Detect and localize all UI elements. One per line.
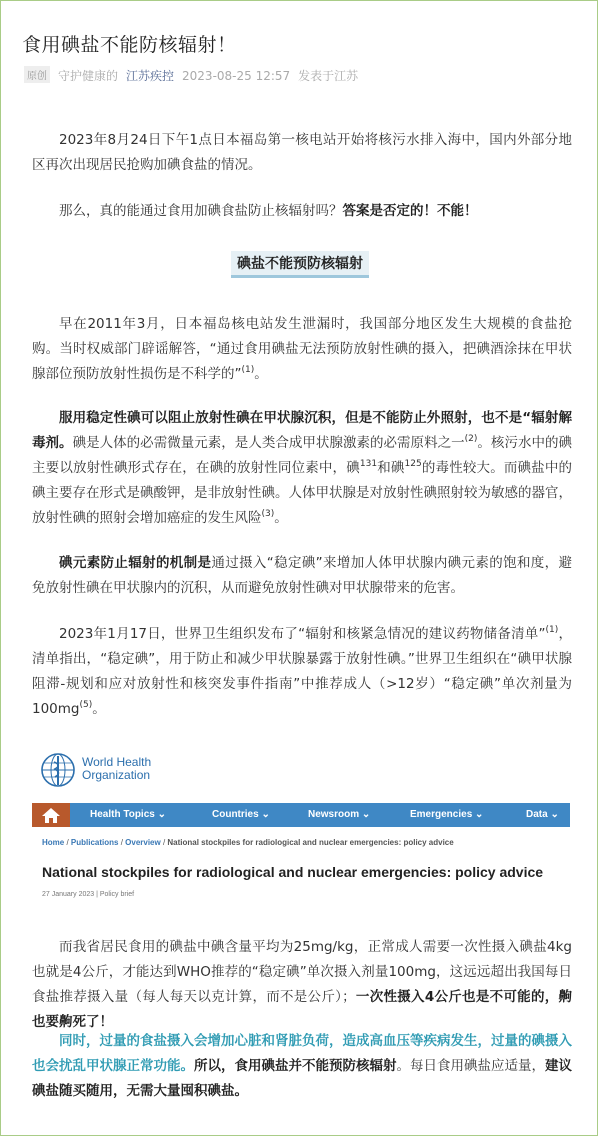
who-logo-text: [82, 756, 151, 782]
crumb-current: National stockpiles for radiological and nuclear emergencies: policy advice: [167, 838, 454, 847]
who-logo: [40, 752, 152, 792]
conclusion-bold: 所以，食用碘盐并不能预防核辐射: [194, 1058, 397, 1074]
author-name: 守护健康的: [58, 69, 119, 83]
nav-countries[interactable]: Countries ⌄: [212, 809, 270, 820]
iodine-text-2: 。核污水中的碘主要以放射性碘形式存在，在碘的放射性同位素中，碘: [32, 435, 573, 476]
stable-iodine-bold-end: 。: [59, 435, 73, 451]
paragraph-who: [32, 622, 572, 722]
who-breadcrumb: Home / Publications / Overview / National stockpiles for radiological and nuclear emergencies: policy advice: [42, 838, 454, 847]
paragraph-intro: 2023年8月24日下午1点日本福岛第一核电站开始将核污水排入海中，国内外部分地区再次出现居民抢购加碘食盐的情况。: [32, 132, 572, 173]
reference-2: (2): [464, 434, 478, 444]
paragraph-salt-amount: [32, 935, 572, 1035]
paragraph-protection: [32, 551, 572, 601]
iodine-text-4: 的毒性较大。而碘盐中的碘主要存在形式是碘酸钾，是非放射性碘。人体甲状腺是对放射性碘照射较为敏感的器官，放射性碘的照射会增加癌症的发生风险: [32, 460, 573, 526]
reference-1: (1): [241, 365, 255, 375]
crumb-publications[interactable]: Publications: [70, 838, 119, 847]
question-text: 那么，真的能通过食用加碘食盐防止核辐射吗？: [59, 203, 343, 219]
protection-text: 通过摄入“稳定碘”来增加人体甲状腺内碘元素的饱和度，避免放射性碘在甲状腺内的沉积，从而避免放射性碘对甲状腺带来的危害。: [32, 555, 572, 596]
crumb-overview[interactable]: Overview: [125, 838, 161, 847]
salt-amount-bold: 一次性摄入4公斤也是不可能的，齁也要齁死了！: [32, 989, 572, 1030]
section-heading-text: 碘盐不能预防核辐射: [231, 251, 369, 278]
home-icon: [32, 803, 70, 827]
paragraph-history: [32, 312, 572, 387]
publish-location: 发表于江苏: [298, 69, 359, 83]
history-end: 。: [254, 366, 268, 382]
who-nav-bar: [32, 803, 570, 827]
article-meta: [24, 66, 358, 84]
who-home-button[interactable]: [32, 803, 70, 827]
who-publish-date: 27 January 2023 | Policy brief: [42, 891, 135, 898]
who-text-1: 2023年1月17日，世界卫生组织发布了“辐射和核紧急情况的建议药物储备清单”: [59, 626, 546, 642]
paragraph-mechanism: [32, 406, 572, 531]
who-emblem-icon: [40, 752, 76, 788]
account-link[interactable]: 江苏疾控: [126, 69, 175, 83]
who-logo-line-1: World Health: [82, 755, 152, 769]
protection-bold: 碘元素防止辐射的机制是: [59, 555, 212, 571]
iodine-text-3: 和碘: [377, 460, 405, 476]
conclusion-bold-2: 建议碘盐随买随用，无需大量囤积碘盐。: [32, 1058, 572, 1099]
iodine-text-1: 碘是人体的必需微量元素，是人类合成甲状腺激素的必需原料之一: [72, 435, 465, 451]
paragraph-question: [32, 199, 572, 224]
paragraph-conclusion: [32, 1029, 572, 1104]
nav-health-topics[interactable]: Health Topics ⌄: [90, 809, 166, 820]
iodine-end: 。: [274, 510, 288, 526]
conclusion-text: 。每日食用碘盐应适量，: [396, 1058, 545, 1074]
reference-3: (3): [261, 509, 275, 519]
publish-datetime: 2023-08-25 12:57: [182, 69, 291, 83]
section-heading: [0, 251, 600, 278]
article-title: 食用碘盐不能防核辐射！: [22, 34, 237, 56]
crumb-home[interactable]: Home: [42, 838, 65, 847]
reference-5: (5): [79, 700, 93, 710]
nav-data[interactable]: Data ⌄: [526, 809, 559, 820]
isotope-131: 131: [359, 459, 378, 469]
reference-1b: (1): [545, 625, 559, 635]
who-screenshot: [32, 748, 570, 913]
who-text-2: ，清单指出，“稳定碘”，用于防止和减少甲状腺暴露于放射性碘。”世界卫生组织在“碘甲状腺阻滞-规划和应对放射性和核突发事件指南”中推荐成人（>12岁）“稳定碘”单次剂量为100mg: [32, 626, 572, 717]
answer-bold: 答案是否定的！不能！: [342, 203, 478, 219]
stable-iodine-bold: 服用稳定性碘可以阻止放射性碘在甲状腺沉积，但是不能防止外照射，也不是“辐射解毒剂: [32, 410, 572, 451]
original-tag: 原创: [24, 66, 50, 83]
who-logo-line-2: Organization: [82, 768, 151, 782]
who-page-title: National stockpiles for radiological and nuclear emergencies: policy advice: [42, 864, 544, 880]
who-end: 。: [92, 701, 106, 717]
salt-amount-text: 而我省居民食用的碘盐中碘含量平均为25mg/kg，正常成人需要一次性摄入碘盐4kg也就是4公斤，才能达到WHO推荐的“稳定碘”单次摄入剂量100mg，这远远超出我国每日食盐推荐摄入量（每人每天以克计算，而不是公斤）；: [32, 939, 572, 1005]
isotope-125: 125: [404, 459, 422, 469]
nav-emergencies[interactable]: Emergencies ⌄: [410, 809, 484, 820]
history-text: 早在2011年3月，日本福岛核电站发生泄漏时，我国部分地区发生大规模的食盐抢购。当时权威部门辟谣解答，“通过食用碘盐无法预防放射性碘的摄入，把碘酒涂抹在甲状腺部位预防放射性损伤是不科学的”: [32, 316, 572, 382]
conclusion-highlight: 同时，过量的食盐摄入会增加心脏和肾脏负荷，造成高血压等疾病发生，过量的碘摄入也会扰乱甲状腺正常功能。: [32, 1033, 572, 1074]
nav-newsroom[interactable]: Newsroom ⌄: [308, 809, 371, 820]
